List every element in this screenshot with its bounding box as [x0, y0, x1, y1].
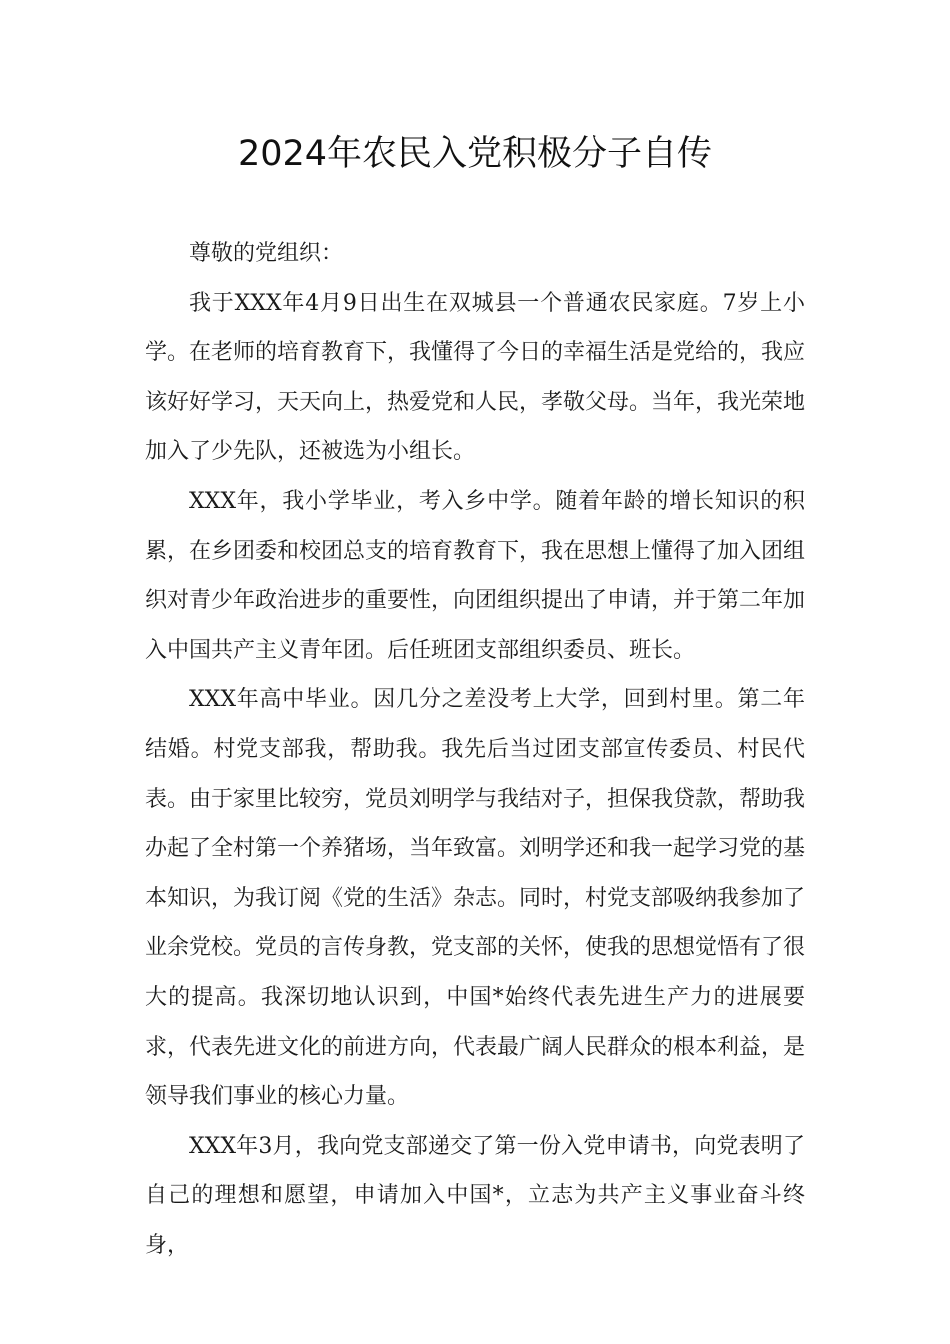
salutation: 尊敬的党组织： — [189, 241, 344, 266]
document-body — [145, 229, 805, 1270]
paragraph: XXX年高中毕业。因几分之差没考上大学，回到村里。第二年结婚。村党支部我，帮助我。我先后当过团支部宣传委员、村民代表。由于家里比较穷，党员刘明学与我结对子，担保我贷款，帮助我办起了全村第一个养猪场，当年致富。刘明学还和我一起学习党的基本知识，为我订阅《党的生活》杂志。同时，村党支部吸纳我参加了业余党校。党员的言传身教，党支部的关怀，使我的思想觉悟有了很大的提高。我深切地认识到，中国*始终代表先进生产力的进展要求，代表先进文化的前进方向，代表最广阔人民群众的根本利益，是领导我们事业的核心力量。 — [145, 687, 806, 1110]
paragraph: 我于XXX年4月9日出生在双城县一个普通农民家庭。7岁上小学。在老师的培育教育下，我懂得了今日的幸福生活是党给的，我应该好好学习，天天向上，热爱党和人民，孝敬父母。当年，我光荣地加入了少先队，还被选为小组长。 — [145, 290, 806, 465]
document-title: 2024年农民入党积极分子自传 — [237, 134, 713, 174]
paragraph: XXX年，我小学毕业，考入乡中学。随着年龄的增长知识的积累，在乡团委和校团总支的培育教育下，我在思想上懂得了加入团组织对青少年政治进步的重要性，向团组织提出了申请，并于第二年加入中国共产主义青年团。后任班团支部组织委员、班长。 — [145, 488, 806, 663]
paragraph: XXX年3月，我向党支部递交了第一份入党申请书，向党表明了自己的理想和愿望，申请加入中国*，立志为共产主义事业奋斗终身， — [145, 1133, 805, 1258]
